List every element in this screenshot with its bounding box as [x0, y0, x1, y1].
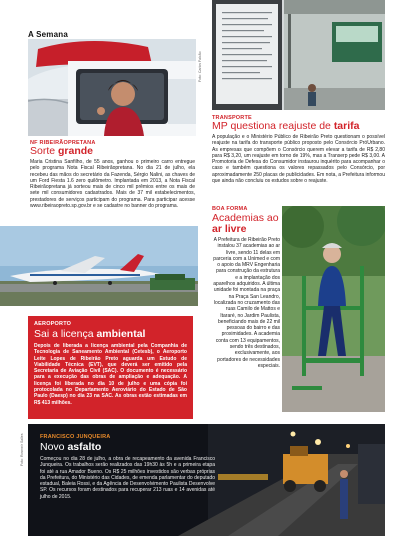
article-tag: FRANCISCO JUNQUEIRA — [40, 434, 111, 440]
article-tag: AEROPORTO — [34, 321, 72, 327]
photo-airport — [0, 226, 198, 306]
article-tag: BOA FORMA — [212, 206, 248, 212]
article-tag: NF RIBEIRÃOPRETANA — [30, 140, 96, 146]
photo-outdoor-gym — [282, 206, 385, 412]
article-body: Maria Cristina Sanfilho, de 55 anos, ganhou o primeiro carro entregue pelo programa Nota Fiscal Ribeirãopretana. No dia 21 de julho, ela recebeu das mãos do secretário da Fazenda, Sérgio Nalini, as chaves de um Ford Fiesta 1.6 zero quilômetro. Implantada em 2013, a Nota Fiscal Ribeirãopretana já sorteou mais de cinco mil prêmios entre os mais de sete mil consumidores cadastrados. Mais de 37 mil estabelecimentos, prestadores de serviços participam do programa. Para participar acesse www.ribeiraopreto.sp.gov.br e se cadastre no banner do programa. — [30, 159, 195, 210]
article-body: Depois de liberada a licença ambiental pela Companhia de Tecnologia de Saneamento Ambiental (Cetesb), o Aeroporto Leite Lopes de Ribeirão Preto aguarda um Estudo de Viabilidade Técnica (EVT), que deverá ser emitido pela Secretaria de Aviação Civil (SAC). O documento é necessário para a execução das obras de ampliação e adequação. A licença foi liberada no dia 10 de julho e uma cópia foi protocolada no Departamento Aeroviário do Estado de São Paulo (Daesp) no dia 23 na SAC. As obras estão estimadas em R$ 413 milhões. — [34, 343, 187, 406]
photo-credit: Foto: Carlos Falcão — [198, 51, 202, 82]
article-aeroporto — [28, 316, 193, 419]
article-body: A população e o Ministério Público de Ribeirão Preto questionam o possível reajuste na tarifa do transporte público proposto pelo Consórcio PróUrbano. As empresas que compõem o Consórcio querem elevar a tarifa de R$ 2,80 para R$ 3,20, um reajuste em torno de 19%, mas a Transerp pede R$ 3,00. A Promotoria de Defesa do Consumidor instaurou inquérito para acompanhar o caso e também questiona os valores repassados pelo Consórcio, por aproximadamente 250 placas de publicidades. Em nota, a Prefeitura informou que ainda não concluiu os estudos sobre o reajuste. — [212, 134, 385, 185]
photo-bus-terminal — [212, 0, 385, 110]
article-academias — [212, 206, 280, 369]
article-asfalto-panel — [28, 424, 385, 536]
article-asfalto — [40, 434, 215, 500]
article-body: A Prefeitura de Ribeirão Preto instalou 37 academias ao ar livre, sendo 11 delas em parceria com a Unimed e com o apoio da MRV Engenharia para construção da estrutura e a implantação dos aparelhos adquiridos. A última unidade foi montada na praça na Praça San Leandro, localizada no cruzamento das ruas Camilo de Mattos e Itararé, no Jardim Paulista, beneficiando mais de 22 mil pessoas do bairro e das proximidades. A academia conta com 13 equipamentos, sendo três destinados, exclusivamente, aos portadores de necessidades especiais. — [213, 237, 280, 369]
article-headline: MP questiona reajuste de tarifa — [212, 120, 360, 132]
article-headline: Sai a licença ambiental — [34, 328, 146, 340]
section-title: A Semana — [28, 30, 68, 39]
photo-credit: Foto: Rosemir Salles — [20, 433, 24, 466]
article-headline: Sorte grande — [30, 145, 94, 157]
article-headline: Novo asfalto — [40, 441, 102, 453]
photo-car-prize — [28, 39, 196, 136]
article-sorte-grande — [30, 140, 195, 209]
article-tarifa — [212, 115, 385, 184]
article-headline: Academias ao ar livre — [212, 212, 279, 235]
article-body: Começou no dia 28 de julho, a obra de recapeamento da avenida Francisco Junqueira. Os trabalhos serão realizados das 19h30 às 5h e a primeira etapa foi até a rua Amador Bueno. Os R$ 25 milhões investidos são verbas próprias da Prefeitura, do Ministério das Cidades, de emenda parlamentar do deputado estadual, Baleia Rossi, e da Agência de Desenvolvimento Paulista Desenvolve SP. Os recursos foram destinados para recuperar 213 ruas e 14 avenidas até julho de 2015. — [40, 456, 215, 500]
article-tag: TRANSPORTE — [212, 115, 252, 121]
